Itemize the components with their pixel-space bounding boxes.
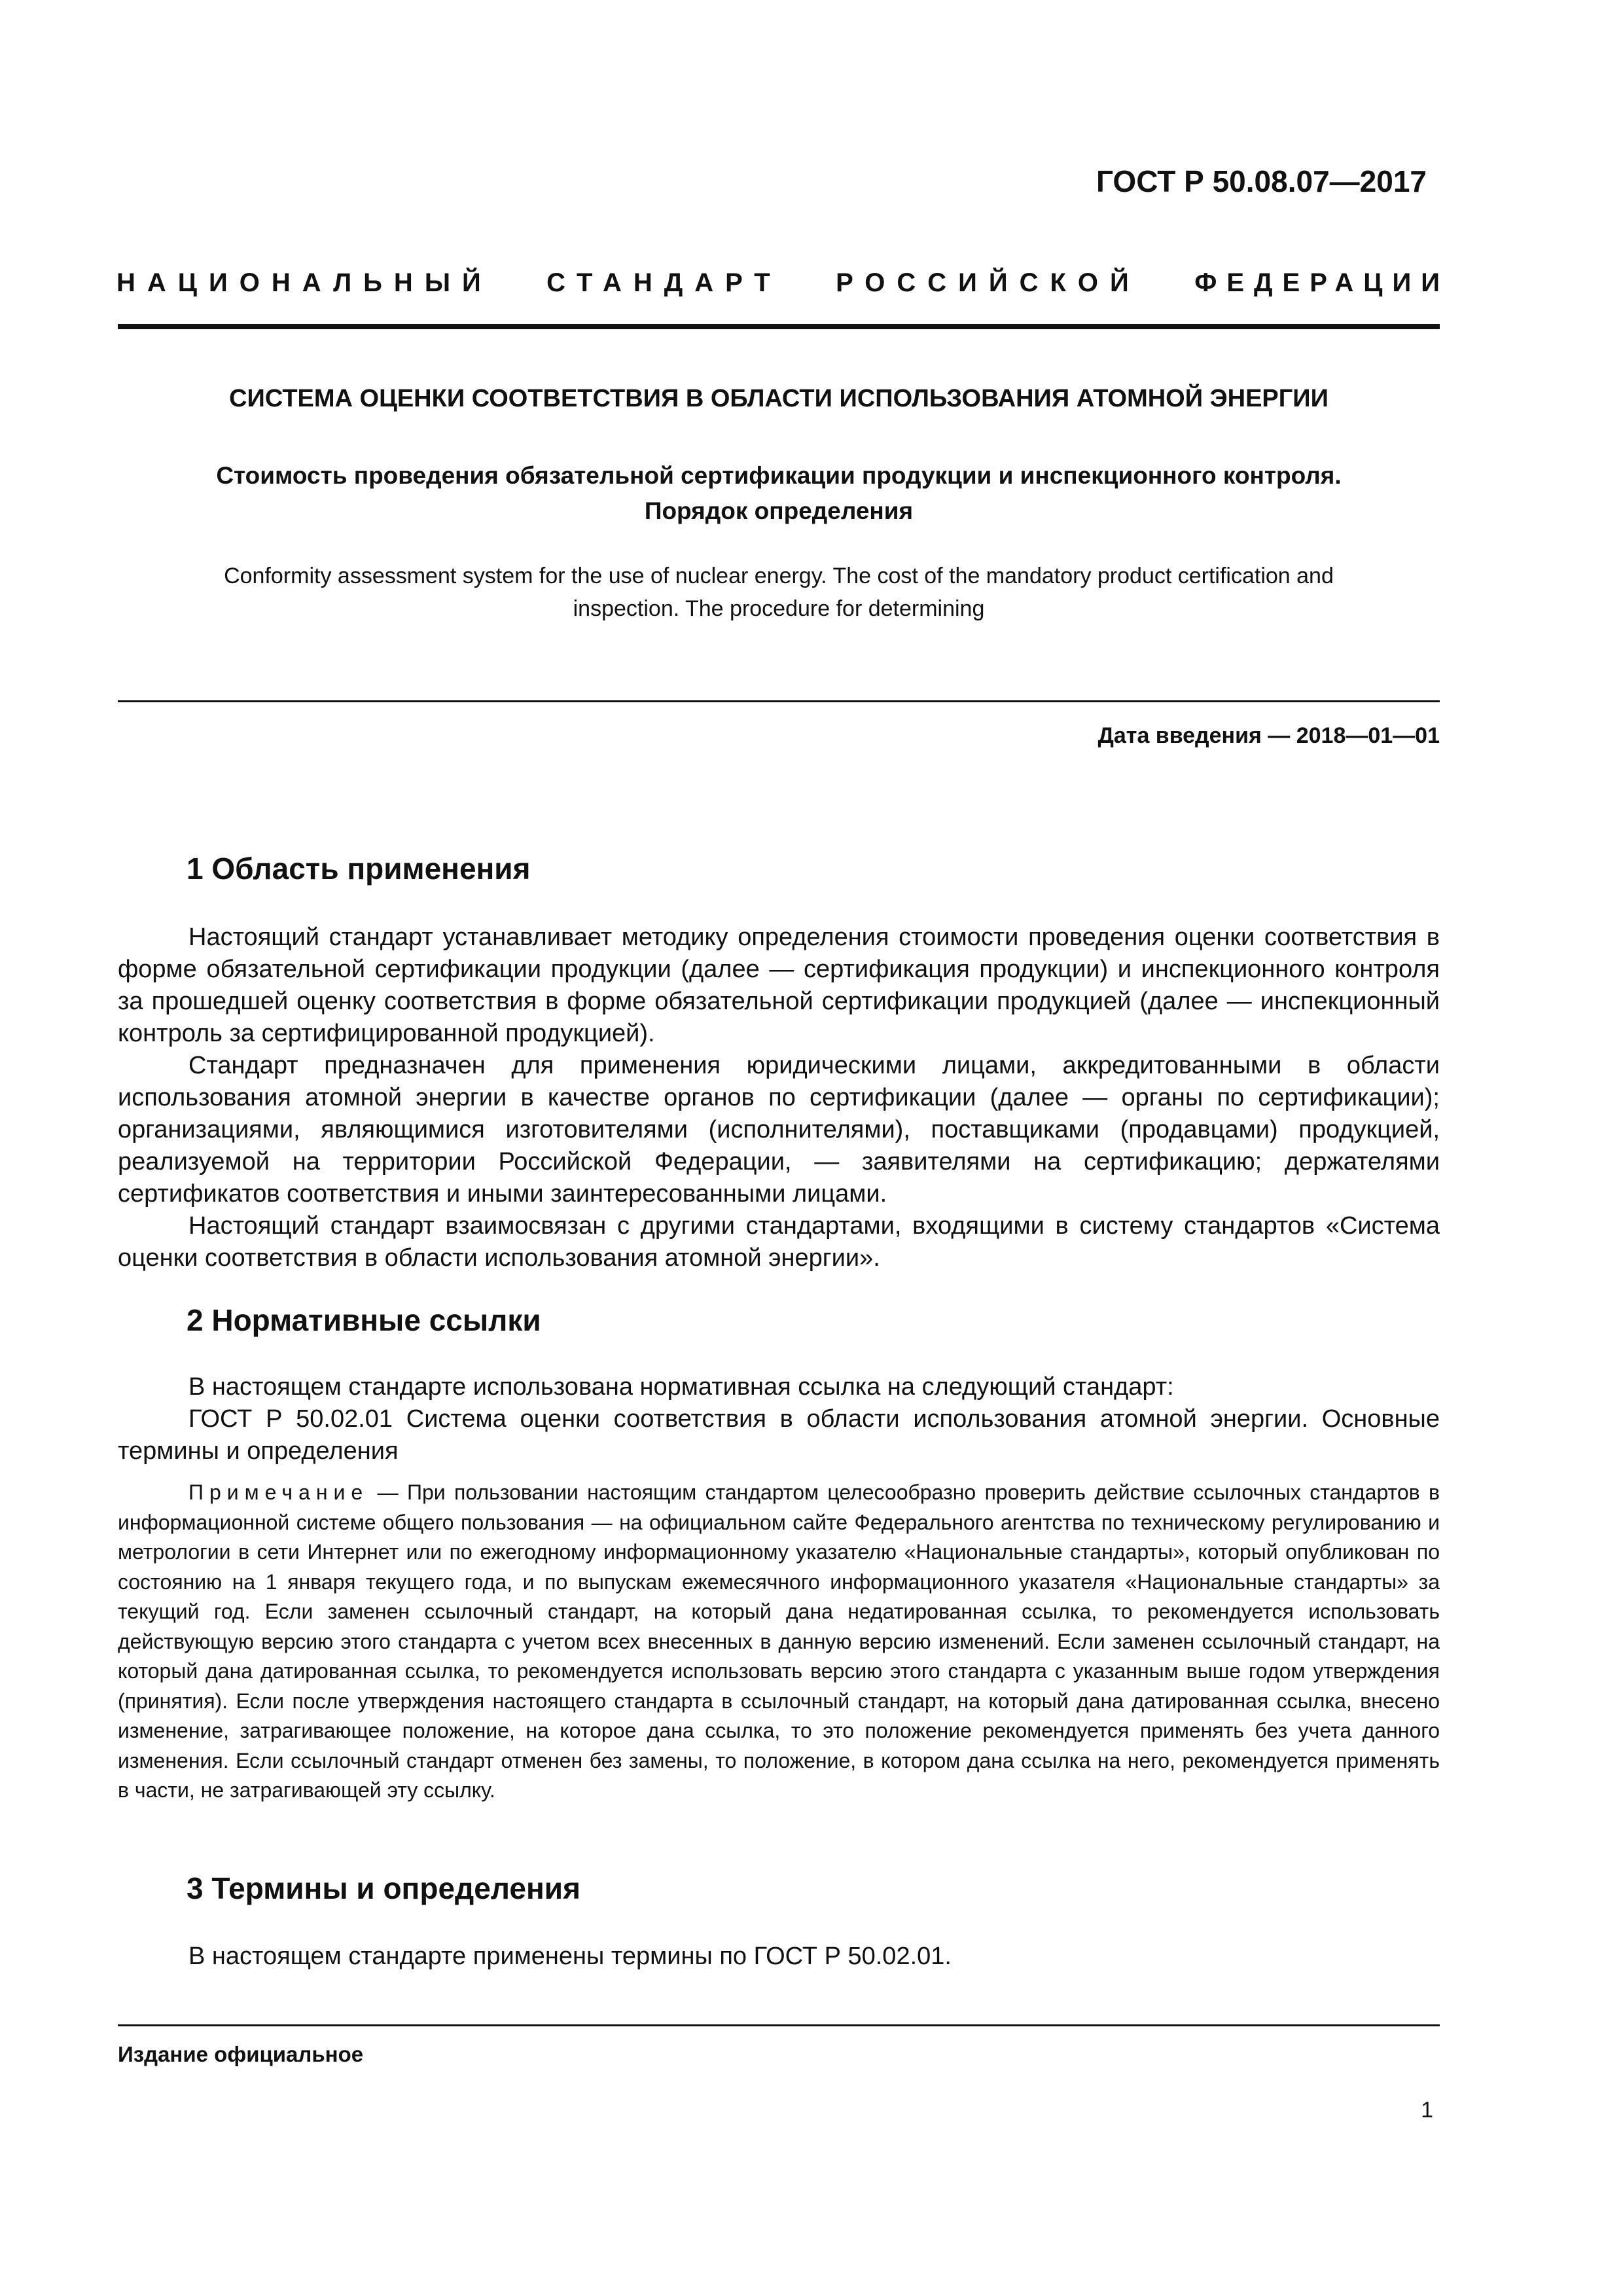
english-title	[151, 560, 1407, 625]
national-standard-title	[116, 268, 1450, 298]
section-heading-terms: 3 Термины и определения	[187, 1871, 580, 1905]
section-heading-scope: 1 Область применения	[187, 852, 531, 886]
footer-divider	[118, 2024, 1440, 2026]
national-title-word: СТАНДАРТ	[546, 268, 782, 297]
introduction-date: Дата введения — 2018—01—01	[1097, 723, 1440, 748]
reference-note	[118, 1478, 1440, 1806]
paragraph: Настоящий стандарт устанавливает методику определения стоимости проведения оценки соответствия в форме обязательной сертификации продукции (далее — сертификация продукции) и инспекционного контроля за прошедшей оценку соответствия в форме обязательной сертификации продукцией (далее — инспекционный контроль за сертифицированной продукцией).	[118, 924, 1440, 1047]
paragraph: ГОСТ Р 50.02.01 Система оценки соответствия в области использования атомной энергии. Основные термины и определения	[118, 1405, 1440, 1465]
section-heading-normative-references: 2 Нормативные ссылки	[187, 1303, 541, 1337]
national-title-word: ФЕДЕРАЦИИ	[1194, 268, 1450, 297]
document-subtitle	[118, 458, 1440, 529]
subtitle-line: Стоимость проведения обязательной сертификации продукции и инспекционного контроля.	[216, 462, 1342, 489]
english-title-line: inspection. The procedure for determining	[573, 596, 985, 621]
paragraph: Стандарт предназначен для применения юридическими лицами, аккредитованными в области использования атомной энергии в качестве органов по сертификации (далее — органы по сертификации); организациями, являющимися изготовителями (исполнителями), поставщиками (продавцами) продукцией, реализуемой на территории Российской Федерации, — заявителями на сертификацию; держателями сертификатов соответствия и иными заинтересованными лицами.	[118, 1052, 1440, 1208]
subtitle-line: Порядок определения	[644, 497, 914, 524]
section-references-body	[118, 1371, 1440, 1467]
document-code: ГОСТ Р 50.08.07—2017	[1096, 164, 1427, 198]
paragraph: Настоящий стандарт взаимосвязан с другими стандартами, входящими в систему стандартов «Система оценки соответствия в области использования атомной энергии».	[118, 1212, 1440, 1272]
note-label: Примечание	[188, 1480, 369, 1504]
note-text: — При пользовании настоящим стандартом целесообразно проверить действие ссылочных стандартов в информационной системе общего пользования — на официальном сайте Федерального агентства по техническому регулированию и метрологии в сети Интернет или по ежегодному информационному указателю «Национальные стандарты», который опубликован по состоянию на 1 января текущего года, и по выпускам ежемесячного информационного указателя «Национальные стандарты» за текущий год. Если заменен ссылочный стандарт, на который дана недатированная ссылка, то рекомендуется использовать действующую версию этого стандарта с учетом всех внесенных в данную версию изменений. Если заменен ссылочный стандарт, на который дана датированная ссылка, то рекомендуется использовать версию этого стандарта с указанным выше годом утверждения (принятия). Если после утверждения настоящего стандарта в ссылочный стандарт, на который дана датированная ссылка, внесено изменение, затрагивающее положение, на которое дана ссылка, то это положение рекомендуется применять без учета данного изменения. Если ссылочный стандарт отменен без замены, то положение, в котором дана ссылка на него, рекомендуется применять в части, не затрагивающей эту ссылку.	[118, 1480, 1440, 1802]
middle-divider	[118, 700, 1440, 702]
national-title-word: НАЦИОНАЛЬНЫЙ	[116, 268, 493, 297]
english-title-line: Conformity assessment system for the use of nuclear energy. The cost of the mandatory product certification and	[224, 564, 1334, 588]
system-title: СИСТЕМА ОЦЕНКИ СООТВЕТСТВИЯ В ОБЛАСТИ ИСПОЛЬЗОВАНИЯ АТОМНОЙ ЭНЕРГИИ	[229, 385, 1329, 412]
top-divider	[118, 324, 1440, 329]
section-scope-body	[118, 922, 1440, 1274]
edition-label: Издание официальное	[118, 2042, 364, 2066]
page-number: 1	[1421, 2098, 1433, 2123]
section-terms-body: В настоящем стандарте применены термины по ГОСТ Р 50.02.01.	[188, 1943, 952, 1970]
national-title-word: РОССИЙСКОЙ	[836, 268, 1141, 297]
paragraph: В настоящем стандарте использована нормативная ссылка на следующий стандарт:	[188, 1373, 1174, 1401]
